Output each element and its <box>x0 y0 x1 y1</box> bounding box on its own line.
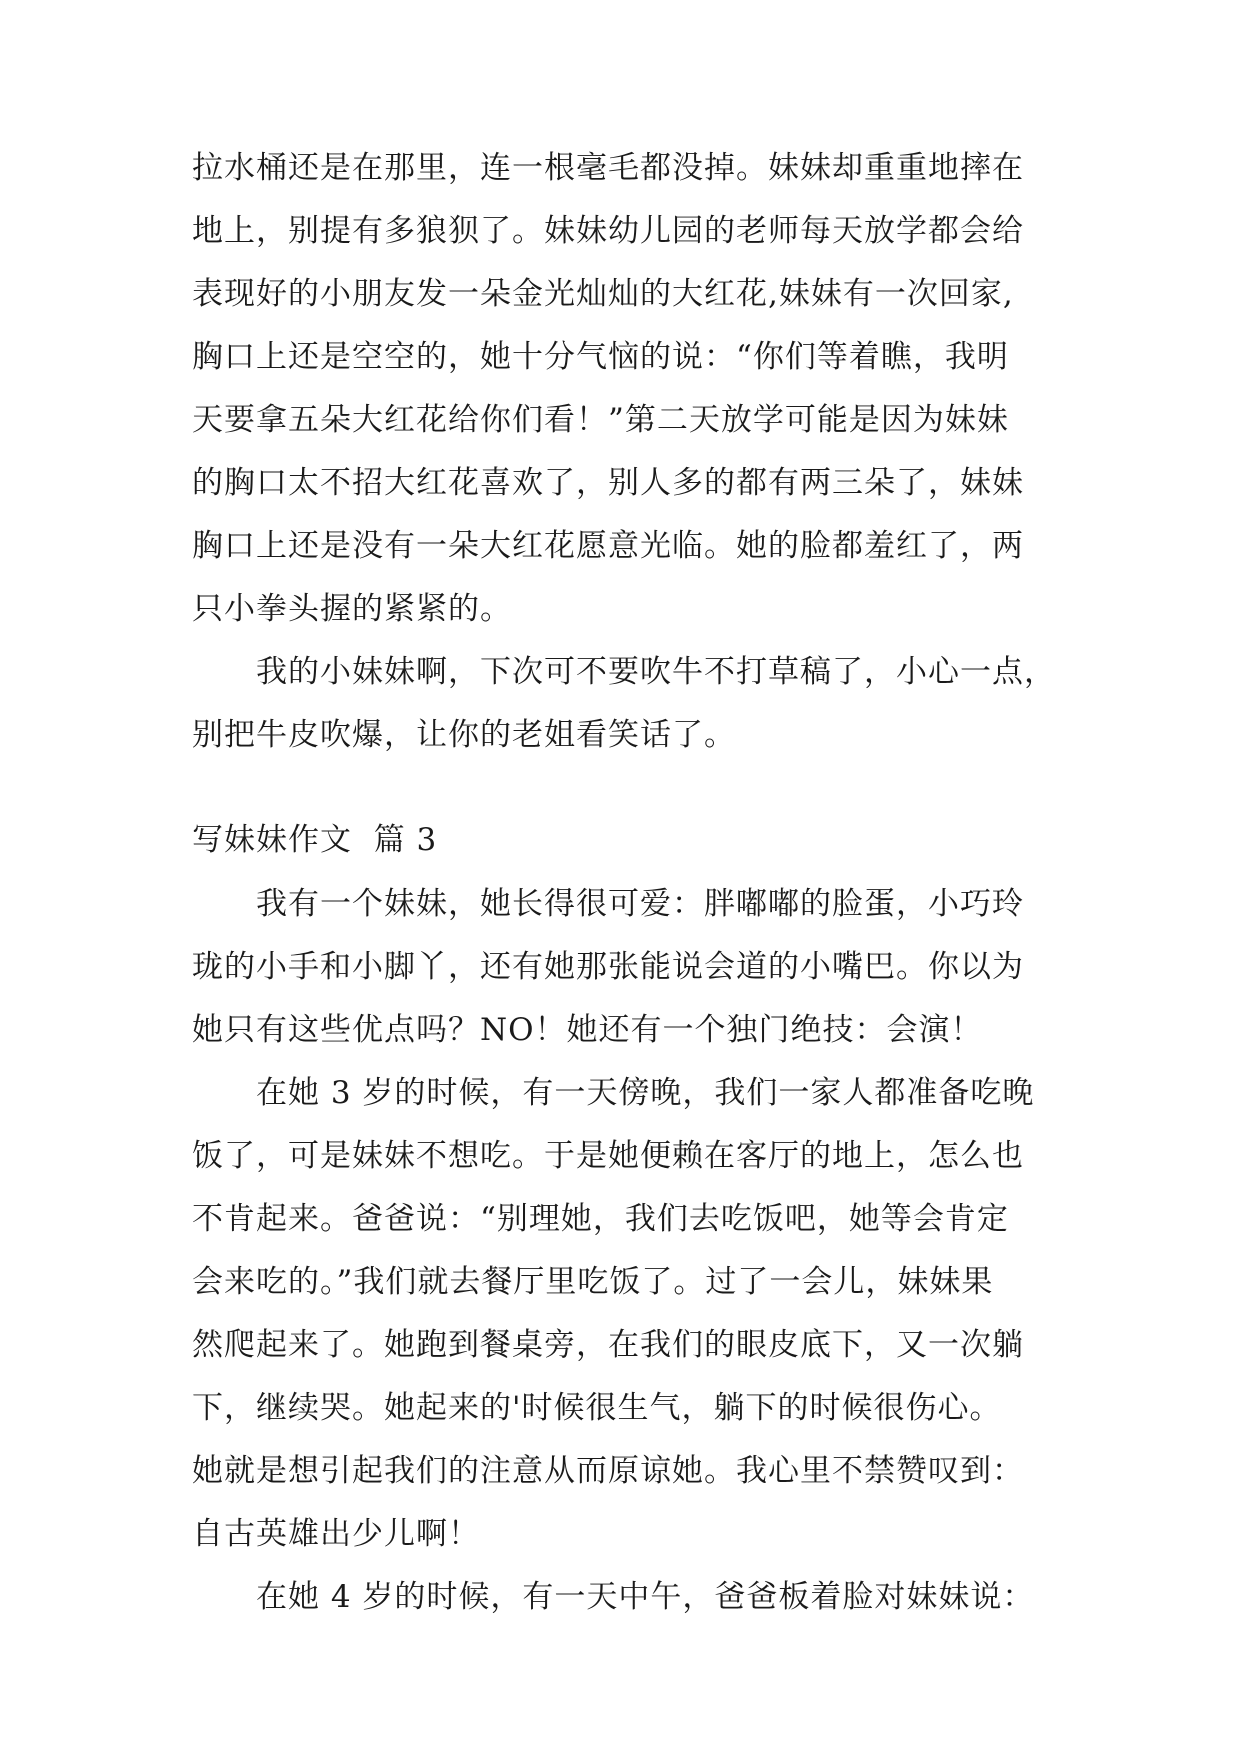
paragraph-line: 珑的小手和小脚丫，还有她那张能说会道的小嘴巴。你以为 <box>192 949 1024 985</box>
paragraph-line: 她只有这些优点吗？NO！她还有一个独门绝技：会演！ <box>192 1012 983 1048</box>
paragraph-line: 地上，别提有多狼狈了。妹妹幼儿园的老师每天放学都会给 <box>192 213 1024 249</box>
paragraph-line: 在她 4 岁的时候，有一天中午，爸爸板着脸对妹妹说： <box>256 1579 1035 1615</box>
paragraph-line: 会来吃的。”我们就去餐厅里吃饭了。过了一会儿，妹妹果 <box>192 1264 994 1300</box>
paragraph-line: 自古英雄出少儿啊！ <box>192 1516 480 1552</box>
paragraph-line: 在她 3 岁的时候，有一天傍晚，我们一家人都准备吃晚 <box>256 1075 1035 1111</box>
paragraph-line: 胸口上还是空空的，她十分气恼的说：“你们等着瞧，我明 <box>192 339 1009 375</box>
paragraph-line: 只小拳头握的紧紧的。 <box>192 591 512 627</box>
paragraph-line: 不肯起来。爸爸说：“别理她，我们去吃饭吧，她等会肯定 <box>192 1201 1009 1237</box>
paragraph-line: 表现好的小朋友发一朵金光灿灿的大红花,妹妹有一次回家, <box>192 276 1014 312</box>
paragraph-line: 天要拿五朵大红花给你们看！”第二天放学可能是因为妹妹 <box>192 402 1009 438</box>
section-heading: 写妹妹作文 篇 3 <box>192 822 438 858</box>
paragraph-line: 我有一个妹妹，她长得很可爱：胖嘟嘟的脸蛋，小巧玲 <box>256 886 1024 922</box>
paragraph-line: 胸口上还是没有一朵大红花愿意光临。她的脸都羞红了，两 <box>192 528 1024 564</box>
paragraph-line: 拉水桶还是在那里，连一根毫毛都没掉。妹妹却重重地摔在 <box>192 150 1024 186</box>
paragraph-line: 我的小妹妹啊，下次可不要吹牛不打草稿了，小心一点， <box>256 654 1056 690</box>
paragraph-line: 她就是想引起我们的注意从而原谅她。我心里不禁赞叹到： <box>192 1453 1024 1489</box>
paragraph-line: 下，继续哭。她起来的'时候很生气，躺下的时候很伤心。 <box>192 1390 1002 1426</box>
paragraph-line: 别把牛皮吹爆，让你的老姐看笑话了。 <box>192 717 736 753</box>
paragraph-line: 的胸口太不招大红花喜欢了，别人多的都有两三朵了，妹妹 <box>192 465 1024 501</box>
paragraph-line: 然爬起来了。她跑到餐桌旁，在我们的眼皮底下，又一次躺 <box>192 1327 1024 1363</box>
paragraph-line: 饭了，可是妹妹不想吃。于是她便赖在客厅的地上，怎么也 <box>192 1138 1024 1174</box>
